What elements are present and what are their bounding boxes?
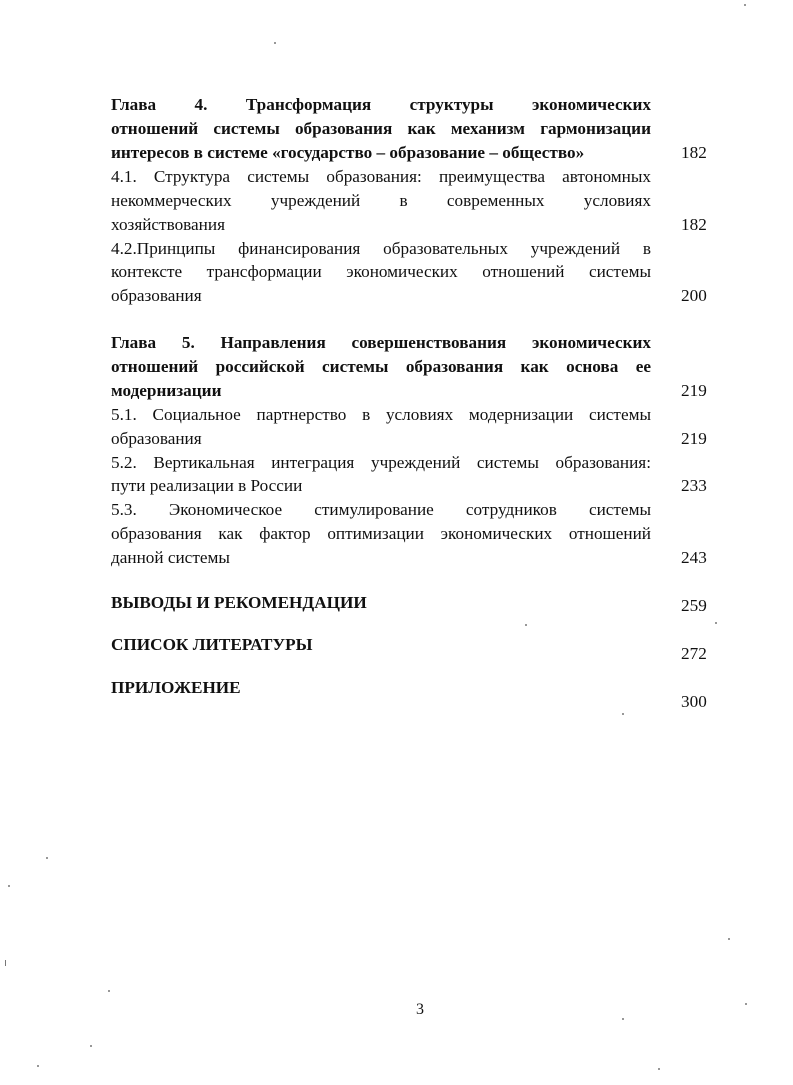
section-5-3-line-3: данной системы [111,548,230,567]
scan-speck [622,1018,624,1020]
scan-speck [658,1068,660,1070]
chapter4-title-line-2: отношений системы образования как механизм гармонизации [111,119,651,138]
appendix-page-number: 300 [681,692,707,711]
conclusions-title: ВЫВОДЫ И РЕКОМЕНДАЦИИ [111,593,367,612]
section-4-1-line-3: хозяйствования [111,215,225,234]
chapter4-title-line-3: интересов в системе «государство – образование – общество» [111,143,585,162]
section-5-1-line-1: 5.1. Социальное партнерство в условиях модернизации системы [111,405,651,424]
section-4-2-page-number: 200 [681,286,707,305]
scan-speck [108,990,110,992]
section-5-3-line-2: образования как фактор оптимизации экономических отношений [111,524,651,543]
section-5-2-line-2: пути реализации в России [111,476,303,495]
scan-speck [728,938,730,940]
scan-speck [37,1065,39,1067]
footer-page-number: 3 [416,1001,424,1018]
scan-speck [745,1003,747,1005]
chapter5-title-line-1: Глава 5. Направления совершенствования экономических [111,333,651,352]
scan-speck [5,960,6,966]
scan-speck [525,624,527,626]
conclusions-page-number: 259 [681,596,707,615]
scan-speck [744,4,746,6]
scan-speck [8,885,10,887]
chapter4-title-line-1: Глава 4. Трансформация структуры экономических [111,95,651,114]
section-5-1-page-number: 219 [681,429,707,448]
section-4-2-line-1: 4.2.Принципы финансирования образовательных учреждений в [111,239,651,258]
chapter4-page-number: 182 [681,143,707,162]
section-5-3-line-1: 5.3. Экономическое стимулирование сотрудников системы [111,500,651,519]
scan-speck [90,1045,92,1047]
section-4-1-line-1: 4.1. Структура системы образования: преимущества автономных [111,167,651,186]
section-5-1-line-2: образования [111,429,202,448]
chapter5-title-line-2: отношений российской системы образования как основа ее [111,357,651,376]
section-4-2-line-3: образования [111,286,202,305]
section-5-2-page-number: 233 [681,476,707,495]
section-5-2-line-1: 5.2. Вертикальная интеграция учреждений системы образования: [111,453,651,472]
scan-speck [46,857,48,859]
references-title: СПИСОК ЛИТЕРАТУРЫ [111,635,313,654]
appendix-title: ПРИЛОЖЕНИЕ [111,678,241,697]
chapter5-title-line-3: модернизации [111,381,222,400]
scan-speck [274,42,276,44]
scan-speck [715,622,717,624]
section-4-1-line-2: некоммерческих учреждений в современных условиях [111,191,651,210]
scan-speck [622,713,624,715]
references-page-number: 272 [681,644,707,663]
chapter5-page-number: 219 [681,381,707,400]
section-5-3-page-number: 243 [681,548,707,567]
section-4-1-page-number: 182 [681,215,707,234]
section-4-2-line-2: контексте трансформации экономических отношений системы [111,262,651,281]
